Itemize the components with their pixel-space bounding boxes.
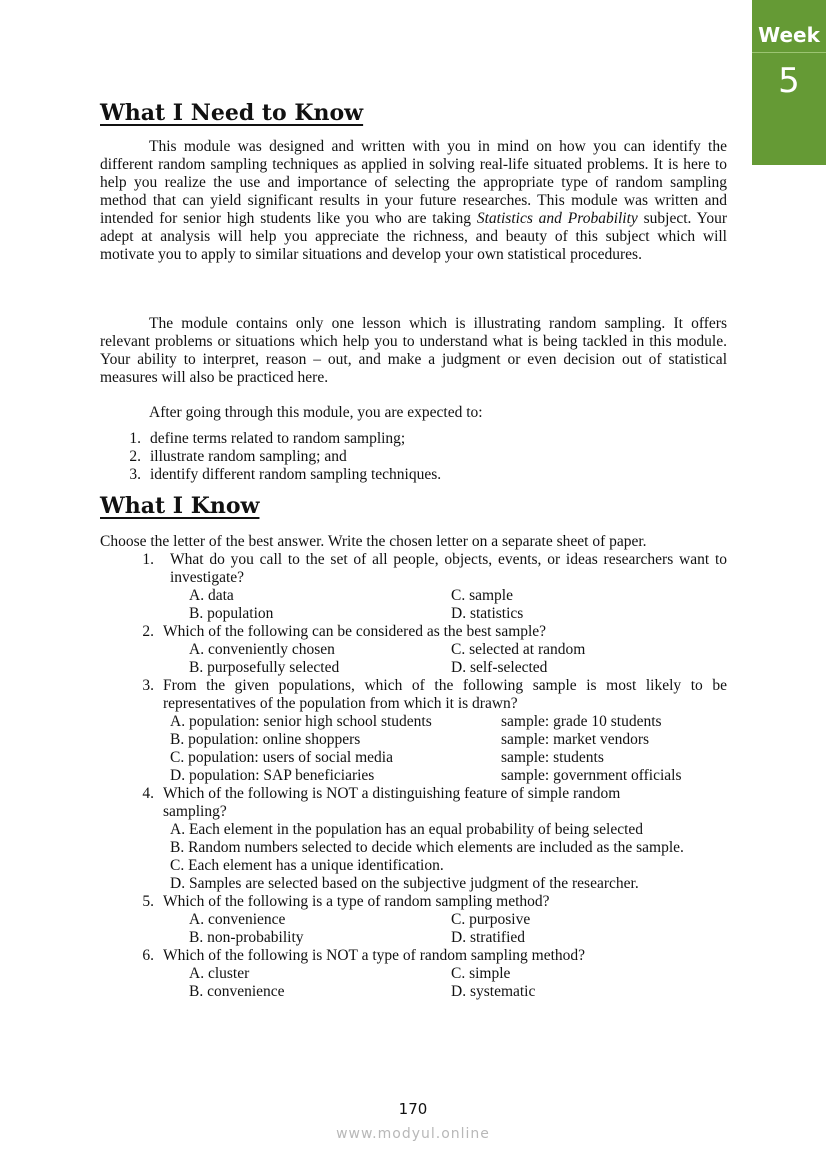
question-2 [100, 623, 727, 677]
objective-item [100, 430, 727, 448]
num: 1. [142, 551, 154, 568]
page-number: 170 [398, 1100, 428, 1118]
watermark: www.modyul.online [336, 1126, 490, 1142]
subject-name: Statistics and Probability [476, 210, 638, 227]
option: A. convenience [189, 911, 286, 928]
objective-item [100, 448, 727, 466]
num: 3. [142, 677, 154, 694]
option-sample: sample: students [501, 749, 604, 766]
num: 4. [142, 785, 154, 802]
week-number: 5 [778, 61, 800, 101]
option: D. self-selected [451, 659, 548, 676]
objective-item [100, 466, 727, 484]
num: 6. [142, 947, 154, 964]
question-5 [100, 893, 727, 947]
question-4 [100, 785, 727, 893]
option: C. simple [451, 965, 511, 982]
option: B. purposefully selected [189, 659, 340, 676]
option: C. sample [451, 587, 513, 604]
heading-what-i-know: What I Know [100, 493, 260, 519]
num: 1. [129, 430, 141, 447]
para2-text: The module contains only one lesson which is illustrating random sampling. It offers relevant problems or situations which help you to understand what is being tackled in this module. Your ability to interpret, reason – out, and make a judgment or even decision out of statistical measures will also be practiced here. [100, 315, 727, 386]
option: A. Each element in the population has an equal probability of being selected [170, 821, 644, 838]
option: D. Samples are selected based on the subjective judgment of the researcher. [170, 875, 639, 892]
num: 5. [142, 893, 154, 910]
option: D. statistics [451, 605, 524, 622]
question-6 [100, 947, 727, 1001]
question-text: Which of the following can be considered as the best sample? [163, 623, 547, 640]
option: D. systematic [451, 983, 536, 1000]
option: C. population: users of social media [170, 749, 393, 766]
option: B. population [189, 605, 274, 622]
question-text: From the given populations, which of the following sample is most likely to be representatives of the population from which it is drawn? [163, 677, 727, 712]
week-tab [752, 0, 826, 165]
para1-text-end: subject. Your adept at analysis will help you appreciate the richness, and beauty of this subject which will motivate you to apply to similar situations and develop your own statistical procedures. [100, 210, 727, 263]
para3-text: After going through this module, you are expected to: [149, 404, 483, 421]
question-text: Which of the following is a type of random sampling method? [163, 893, 550, 910]
option: C. selected at random [451, 641, 586, 658]
option: B. non-probability [189, 929, 304, 946]
week-label: Week [752, 0, 826, 53]
module-paragraph [100, 315, 727, 387]
para1-text: This module was designed and written with you in mind on how you can identify the different random sampling techniques as applied in solving real-life situated problems. It is here to help you realize the use and importance of selecting the appropriate type of random sampling method that can yield significant results in your future researches. This module was written and intended for senior high students like you who are taking [100, 138, 727, 227]
option-sample: sample: grade 10 students [501, 713, 662, 730]
option: A. population: senior high school students [170, 713, 432, 730]
option: C. purposive [451, 911, 531, 928]
option-sample: sample: government officials [501, 767, 682, 784]
option: A. data [189, 587, 234, 604]
text: define terms related to random sampling; [150, 430, 406, 447]
option: A. conveniently chosen [189, 641, 335, 658]
option: A. cluster [189, 965, 250, 982]
option: D. population: SAP beneficiaries [170, 767, 375, 784]
question-text: Which of the following is NOT a distinguishing feature of simple random sampling? [163, 785, 621, 820]
question-text: Which of the following is NOT a type of random sampling method? [163, 947, 586, 964]
quiz [100, 533, 727, 1001]
option-sample: sample: market vendors [501, 731, 650, 748]
option: B. Random numbers selected to decide which elements are included as the sample. [170, 839, 684, 856]
num: 2. [129, 448, 141, 465]
option: B. convenience [189, 983, 285, 1000]
num: 2. [142, 623, 154, 640]
question-3 [100, 677, 727, 785]
option: D. stratified [451, 929, 526, 946]
text: identify different random sampling techniques. [150, 466, 442, 483]
objectives-list [100, 430, 727, 484]
option: B. population: online shoppers [170, 731, 361, 748]
text: illustrate random sampling; and [150, 448, 347, 465]
expectations [100, 404, 727, 484]
question-1 [100, 551, 727, 623]
intro-paragraph [100, 138, 727, 264]
instructions: Choose the letter of the best answer. Write the chosen letter on a separate sheet of paper. [100, 533, 647, 550]
num: 3. [129, 466, 141, 483]
option: C. Each element has a unique identification. [170, 857, 444, 874]
question-text: What do you call to the set of all people, objects, events, or ideas researchers want to investigate? [170, 551, 727, 586]
heading-what-i-need-to-know: What I Need to Know [100, 100, 364, 126]
